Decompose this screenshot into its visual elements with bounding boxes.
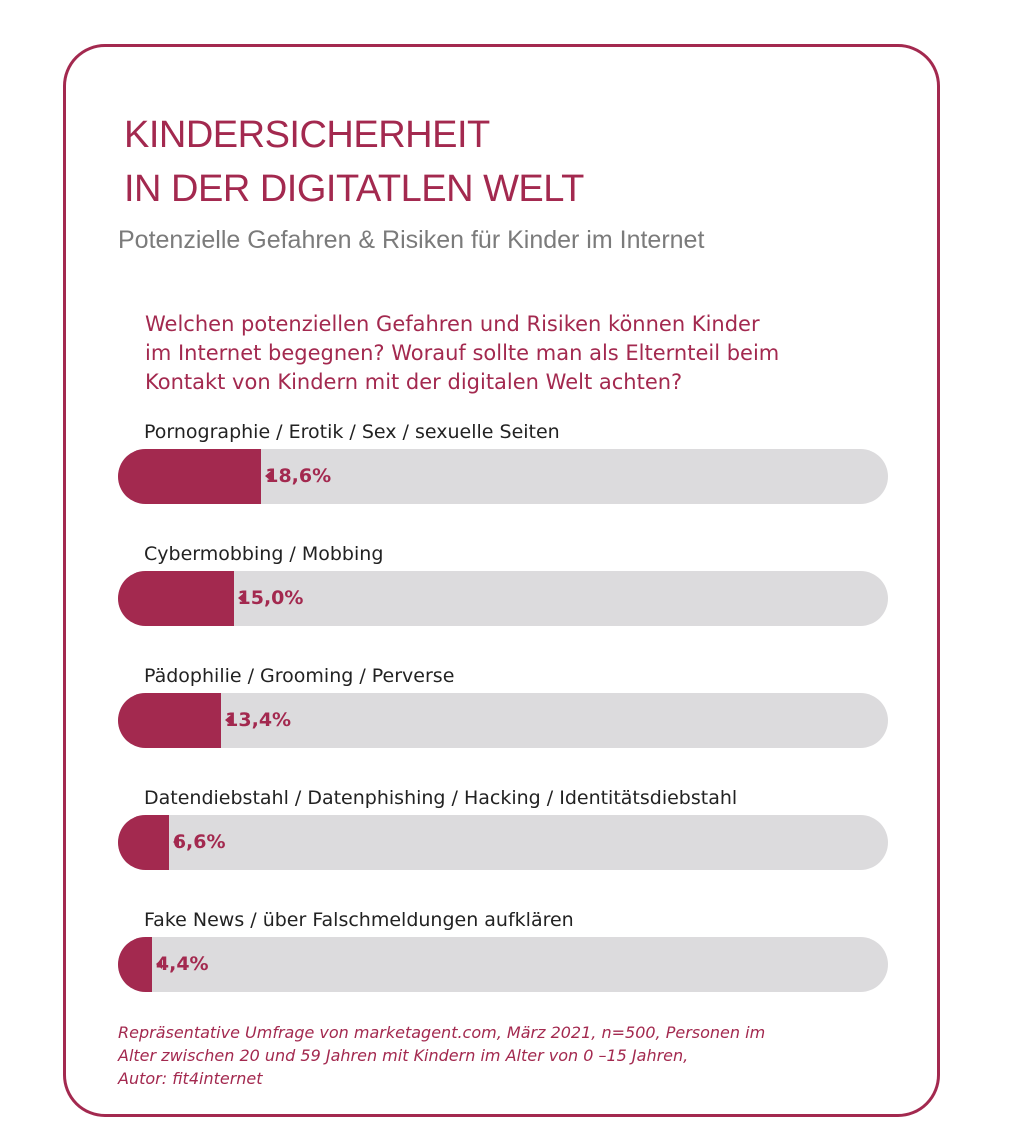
bar-value-text: 6,6%	[172, 831, 226, 853]
bar-category-label: Cybermobbing / Mobbing	[144, 543, 384, 565]
bar-fill	[118, 693, 221, 748]
survey-question	[145, 310, 905, 397]
bar-value-text: 4,4%	[155, 953, 209, 975]
source-note	[118, 1021, 898, 1090]
survey-question-line-2: im Internet begegnen? Worauf sollte man als Elternteil beim	[145, 341, 780, 365]
bar-row	[118, 787, 888, 887]
bar-value-label	[173, 815, 226, 870]
chart-title	[124, 108, 584, 216]
bar-category-label: Datendiebstahl / Datenphishing / Hacking / Identitätsdiebstahl	[144, 787, 738, 809]
chart-title-line-1: KINDERSICHERHEIT	[124, 114, 490, 156]
pointer-triangle-icon	[156, 959, 162, 969]
survey-question-line-3: Kontakt von Kindern mit der digitalen Welt achten?	[145, 370, 683, 394]
bar-value-label	[156, 937, 209, 992]
pointer-triangle-icon	[238, 593, 244, 603]
bar-row	[118, 665, 888, 765]
bar-track	[118, 571, 888, 626]
survey-question-line-1: Welchen potenziellen Gefahren und Risiken können Kinder	[145, 312, 760, 336]
source-note-line-3: Autor: fit4internet	[118, 1069, 263, 1088]
bar-value-label	[265, 449, 331, 504]
bar-track	[118, 449, 888, 504]
bar-value-label	[238, 571, 304, 626]
source-note-line-2: Alter zwischen 20 und 59 Jahren mit Kindern im Alter von 0 –15 Jahren,	[118, 1046, 689, 1065]
chart-title-line-2: IN DER DIGITATLEN WELT	[124, 168, 584, 210]
pointer-triangle-icon	[173, 837, 179, 847]
bar-fill	[118, 449, 261, 504]
bar-row	[118, 421, 888, 521]
bar-value-text: 13,4%	[225, 709, 292, 731]
bar-value-label	[225, 693, 291, 748]
pointer-triangle-icon	[225, 715, 231, 725]
source-note-line-1: Repräsentative Umfrage von marketagent.com, März 2021, n=500, Personen im	[118, 1023, 766, 1042]
bar-value-text: 18,6%	[265, 465, 332, 487]
bar-row	[118, 909, 888, 1009]
bar-track	[118, 815, 888, 870]
bar-fill	[118, 571, 234, 626]
bar-value-text: 15,0%	[237, 587, 304, 609]
pointer-triangle-icon	[265, 471, 271, 481]
bar-track	[118, 937, 888, 992]
bar-fill	[118, 815, 169, 870]
bar-row	[118, 543, 888, 643]
chart-subtitle: Potenzielle Gefahren & Risiken für Kinder im Internet	[118, 226, 705, 254]
bar-category-label: Pornographie / Erotik / Sex / sexuelle Seiten	[144, 421, 560, 443]
bar-category-label: Fake News / über Falschmeldungen aufklären	[144, 909, 574, 931]
bar-category-label: Pädophilie / Grooming / Perverse	[144, 665, 455, 687]
bar-fill	[118, 937, 152, 992]
